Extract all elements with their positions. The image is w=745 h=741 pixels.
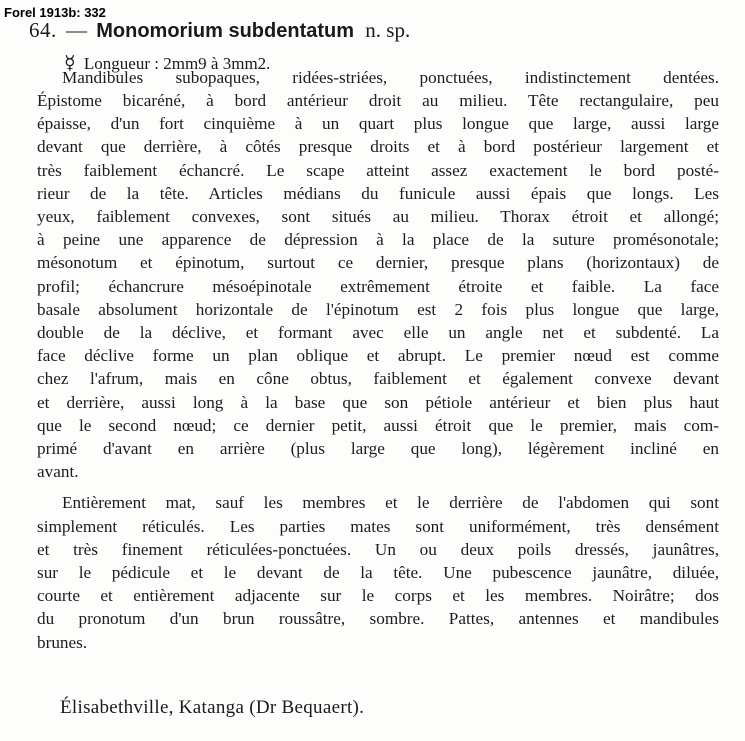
description-line: très faiblement échancré. Le scape atteint assez exactement le bord posté- bbox=[37, 161, 719, 180]
citation-label: Forel 1913b: 332 bbox=[4, 5, 106, 20]
sculpture-line: simplement réticulés. Les parties mates sont uniformément, très densément bbox=[37, 517, 719, 536]
worker-length-text: Longueur : 2mm9 à 3mm2. bbox=[83, 54, 271, 73]
description-line: yeux, faiblement convexes, sont situés au milieu. Thorax étroit et allongé; bbox=[37, 207, 719, 226]
description-line: que le second nœud; ce dernier petit, aussi étroit que le premier, mais com- bbox=[37, 416, 719, 435]
species-status: n. sp. bbox=[365, 18, 411, 42]
description-line: face déclive forme un plan oblique et abrupt. Le premier nœud est comme bbox=[37, 346, 719, 365]
sculpture-line: sur le pédicule et le devant de la tête. Une pubescence jaunâtre, diluée, bbox=[37, 563, 719, 582]
description-line: Épistome bicaréné, à bord antérieur droit au milieu. Tête rectangulaire, peu bbox=[37, 91, 719, 110]
description-line: mésonotum et épinotum, surtout ce dernier, presque plans (horizontaux) de bbox=[37, 253, 719, 272]
description-line: avant. bbox=[37, 462, 79, 481]
species-dash: — bbox=[66, 18, 87, 42]
species-name: Monomorium subdentatum bbox=[96, 20, 355, 42]
description-line: devant que derrière, à côtés presque droits et à bord postérieur largement et bbox=[37, 137, 719, 156]
worker-symbol: ☿ bbox=[64, 53, 76, 74]
description-line: chez l'afrum, mais en cône obtus, faiblement et également convexe devant bbox=[37, 369, 719, 388]
description-line: Mandibules subopaques, ridées-striées, ponctuées, indistinctement dentées. bbox=[62, 68, 719, 87]
sculpture-line: du pronotum d'un brun roussâtre, sombre. Pattes, antennes et mandibules bbox=[37, 609, 719, 628]
description-line: épaisse, d'un fort cinquième à un quart plus longue que large, aussi large bbox=[37, 114, 719, 133]
description-line: double de la déclive, et formant avec elle un angle net et subdenté. La bbox=[37, 323, 719, 342]
description-line: rieur de la tête. Articles médians du funicule aussi épais que longs. Les bbox=[37, 184, 719, 203]
sculpture-line: Entièrement mat, sauf les membres et le derrière de l'abdomen qui sont bbox=[62, 493, 719, 512]
species-heading bbox=[29, 18, 410, 43]
description-line: à peine une apparence de dépression à la place de la suture promésonotale; bbox=[37, 230, 719, 249]
description-line: basale absolument horizontale de l'épinotum est 2 fois plus longue que large, bbox=[37, 300, 719, 319]
sculpture-line: brunes. bbox=[37, 633, 88, 652]
sculpture-line: courte et entièrement adjacente sur le corps et les membres. Noirâtre; dos bbox=[37, 586, 719, 605]
species-number: 64. bbox=[29, 18, 57, 42]
description-line: profil; échancrure mésoépinotale extrêmement étroite et faible. La face bbox=[37, 277, 719, 296]
description-line: primé d'avant en arrière (plus large que long), légèrement incliné en bbox=[37, 439, 719, 458]
description-line: et derrière, aussi long à la base que son pétiole antérieur et bien plus haut bbox=[37, 393, 719, 412]
locality-line: Élisabethville, Katanga (Dr Bequaert). bbox=[60, 697, 365, 718]
sculpture-line: et très finement réticulées-ponctuées. Un ou deux poils dressés, jaunâtres, bbox=[37, 540, 719, 559]
